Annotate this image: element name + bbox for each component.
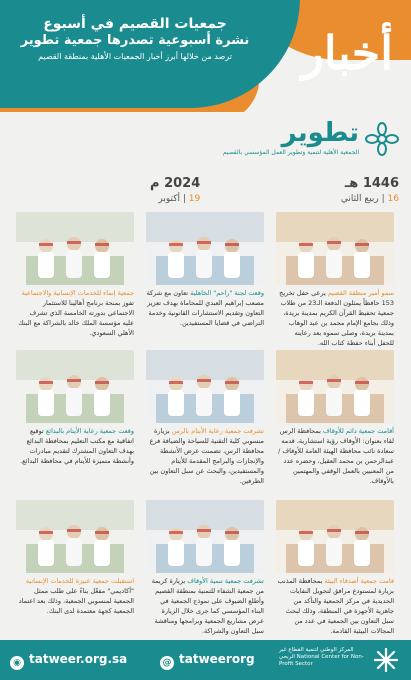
gregorian-day: 19 bbox=[188, 194, 201, 204]
news-caption bbox=[276, 426, 394, 486]
news-caption bbox=[276, 576, 394, 636]
hijri-date: 1446 هـ 16 | ربيع الثاني bbox=[340, 176, 399, 204]
social-handle-link[interactable] bbox=[160, 652, 255, 670]
news-highlight: أقامت جمعية دائم للأوقاف bbox=[323, 427, 394, 435]
website-link[interactable] bbox=[10, 652, 127, 670]
header-line-1: جمعيات القصيم في أسبوع bbox=[43, 16, 227, 32]
news-highlight: سمو أمير منطقة القصيم bbox=[327, 289, 394, 297]
date-row bbox=[0, 176, 411, 216]
news-highlight: وقعت لجنة "راحم" الخاهلية bbox=[190, 289, 264, 297]
logo-subtitle: الجمعية الأهلية لتنمية وتطوير العمل المؤسسي بالقصيم bbox=[222, 149, 359, 156]
news-photo bbox=[146, 350, 264, 423]
news-text: بمحافظة الرس لقاء بعنوان: الأوقاف رؤية استشارية، قدمه سعادة نائب محافظة الهيئة العامة للأوقاف / عبدالرحمن بن محمد العقيل، وحضره عدد من المعنيين بالعمل الوقفي والمهتمين بالأوقاف. bbox=[278, 427, 394, 485]
news-text: بزيارة منسوبي كلية التقنية للسياحة والضيافة فرع محافظة الرس، تضمنت عرض الأنشطة والإنجازات والبرامج المقدمة للأيتام والمستفيدين، والبحث عن سبل التعاون بين الطرفين. bbox=[149, 427, 264, 485]
hijri-month: ربيع الثاني bbox=[340, 194, 379, 204]
news-text: "أكاديمي" مفعّل بناءً على طلب ممثل الجمعية لمنسوبي الجمعية، وذلك بعد اعتماد الجمعية كجهة معتمدة لدى البنك. bbox=[18, 587, 134, 615]
gregorian-date: 2024 م 19 | أكتوبر bbox=[150, 176, 201, 204]
news-photo bbox=[146, 212, 264, 285]
logo-name: تطوير bbox=[281, 118, 359, 148]
news-photo bbox=[16, 500, 134, 573]
news-caption bbox=[16, 576, 134, 616]
news-photo bbox=[16, 212, 134, 285]
news-photo bbox=[16, 350, 134, 423]
news-highlight: جمعية إنماء للخدمات الإنسانية والاجتماعية bbox=[21, 289, 134, 297]
gregorian-year: 2024 م bbox=[150, 176, 201, 191]
news-photo bbox=[276, 212, 394, 285]
page-title: أخبار bbox=[301, 26, 393, 80]
gregorian-month: أكتوبر bbox=[158, 194, 181, 204]
partner-star-icon bbox=[373, 647, 399, 673]
globe-icon: ◉ bbox=[10, 656, 24, 670]
header-banner bbox=[0, 0, 411, 112]
hijri-day: 16 bbox=[387, 194, 399, 204]
partner-logo bbox=[279, 645, 399, 675]
news-text: يرعى حفل تخريج 153 حافظاً يمثلون الدفعة الـ23 من طلاب جمعية تحفيظ القرآن الكريم بمدينة بريدة، وذلك بجامع الإمام محمد بن عبد الوهاب بمدينة بريدة، وصلى سموه بعد رعايته للحفل أبناء حفظة كتاب الله. bbox=[279, 289, 394, 347]
header-text bbox=[10, 16, 260, 63]
news-photo bbox=[276, 500, 394, 573]
social-icon: @ bbox=[160, 656, 174, 670]
news-photo bbox=[146, 500, 264, 573]
logo-flower-icon bbox=[365, 122, 399, 156]
news-caption bbox=[276, 288, 394, 348]
news-text: بمحافظة المذنب بزيارة لمستودع مرافق لتحويل النفايات الحديدية في مركز الجمعية والتأكد من جاهزية الأجهزة في المنطقة، وذلك لبحث سبل التعاون بين الجمعية في عدد من المجالات البيئية القادمة. bbox=[277, 577, 394, 635]
news-highlight: تشرفت جمعية رعاية الأيتام بالرس bbox=[171, 427, 264, 435]
news-highlight: تشرفت جمعية تنمية الأوقاف bbox=[187, 577, 264, 585]
header-line-3: ترصد من خلالها أبرز أخبار الجمعيات الأهلية بمنطقة القصيم bbox=[38, 52, 232, 61]
news-highlight: قامت جمعية أصدقاء البيئة bbox=[324, 577, 394, 585]
hijri-year: 1446 هـ bbox=[344, 176, 399, 191]
news-text: توقيع اتفاقية مع مكتب التعليم بمحافظة البدائع بهدف التعاون المشترك لتقديم مبادرات وأنشطة متميزة للأيتام في محافظة البدائع. bbox=[20, 427, 134, 465]
news-highlight: استقبلت جمعية عنيزة للخدمات الإنسانية bbox=[25, 577, 134, 585]
news-highlight: وقعت جمعية رعاية الأيتام بالبدائع bbox=[45, 427, 134, 435]
news-caption bbox=[146, 288, 264, 328]
news-text: تفوز بمنحة برنامج أهالينا للاستثمار الاجتماعي بدورته الخامسة الذي تشرف عليه مؤسسة الملك خالد بالشراكة مع البنك الأهلي السعودي. bbox=[18, 299, 134, 337]
news-caption bbox=[16, 426, 134, 466]
header-line-2: نشرة أسبوعية تصدرها جمعية تطوير bbox=[20, 33, 250, 48]
social-text: tatweerorg bbox=[179, 652, 255, 666]
tatweer-logo bbox=[222, 116, 399, 166]
news-text: بزيارة كريمة من جمعية الشفاء للتمنية بمنطقة القصيم وأطلع الضيوف على نموذج الجمعية في البناء المؤسسي كما جرى خلال الزيارة عرض مشاريع الجمعية وبرامجها ومناقشة سبل التعاون والشراكة. bbox=[151, 577, 264, 635]
news-text: تعاون مع شركة مصعب إبراهيم العبدي للمحاماة بهدف تعزيز التعاون وتقديم الاستشارات القانونية وخدمة التراضي في قضايا المستفيدين. bbox=[146, 289, 264, 327]
news-photo bbox=[276, 350, 394, 423]
footer bbox=[0, 640, 411, 680]
partner-name: المركز الوطني لتنمية القطاع غير الربحي National Center for Non-Profit Sector bbox=[279, 647, 364, 667]
news-caption bbox=[16, 288, 134, 338]
website-text: tatweer.org.sa bbox=[29, 652, 128, 666]
news-caption bbox=[146, 426, 264, 486]
news-caption bbox=[146, 576, 264, 636]
